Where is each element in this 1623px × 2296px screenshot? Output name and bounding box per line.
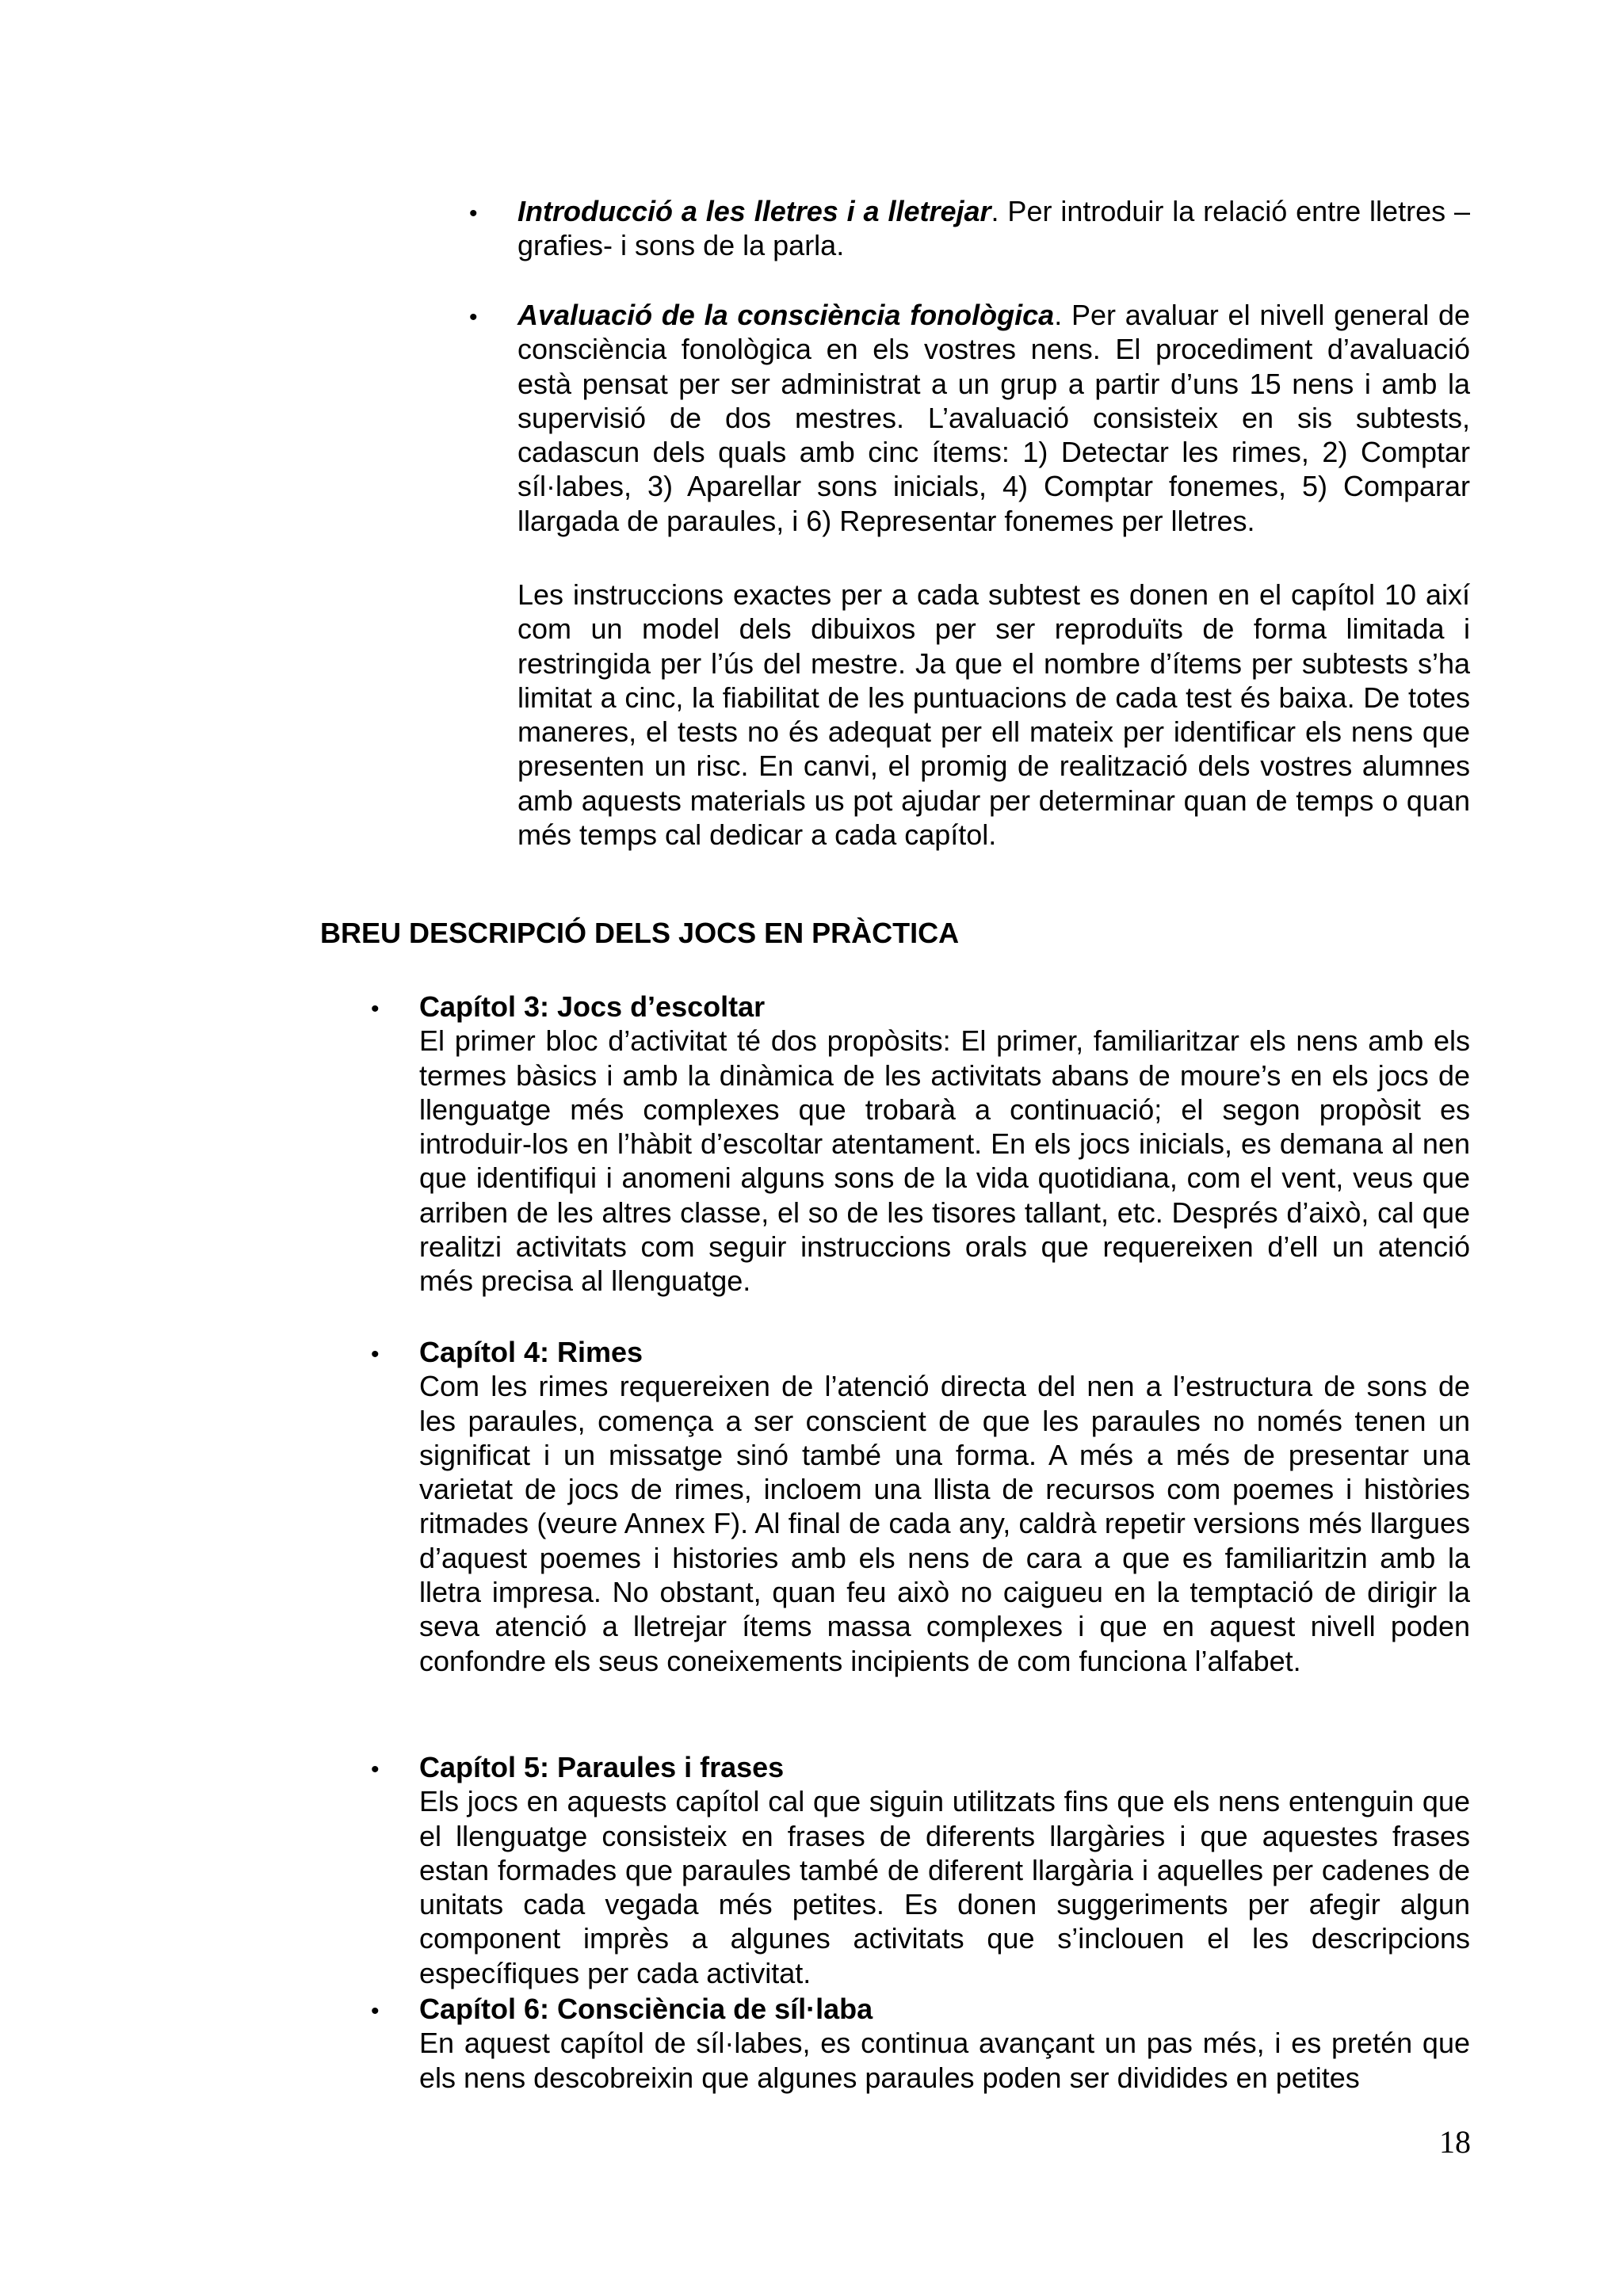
assessment-instructions-paragraph [517,578,1470,852]
chapter-item-words-sentences [419,1750,1470,1990]
chapter-item-listening [419,990,1470,1299]
chapter-text: Com les rimes requereixen de l’atenció directa del nen a l’estructura de sons de les paraules, comença a ser conscient de que les paraules no només tenen un significat i un missatge sinó també una forma. A més a més de presentar una varietat de jocs de rimes, incloem una llista de recursos com poemes i històries ritmades (veure Annex F). Al final de cada any, caldrà repetir versions més llargues d’aquest poemes i histories amb els nens de cara a que es familiaritzin amb la lletra impresa. No obstant, quan feu això no caigueu en la temptació de dirigir la seva atenció a lletrejar ítems massa complexes i que en aquest nivell poden confondre els seus coneixements incipients de com funciona l’alfabet. [419,1370,1470,1677]
intro-item-extra-paragraph: Les instruccions exactes per a cada subtest es donen en el capítol 10 així com un model dels dibuixos per ser reproduïts de forma limitada i restringida per l’ús del mestre. Ja que el nombre d’ítems per subtests s’ha limitat a cinc, la fiabilitat de les puntuacions de cada test és baixa. De totes maneres, el tests no és adequat per ell mateix per identificar els nens que presenten un risc. En canvi, el promig de realització dels vostres alumnes amb aquests materials us pot ajudar per determinar quan de temps o quan més temps cal dedicar a cada capítol. [517,578,1470,852]
chapter-item-rhymes [419,1335,1470,1678]
chapter-title: Capítol 3: Jocs d’escoltar [419,990,766,1023]
bullet-icon: • [371,1756,380,1783]
intro-item-letters [517,194,1470,263]
chapter-title: Capítol 4: Rimes [419,1336,643,1368]
intro-item-title: Avaluació de la consciència fonològica [517,299,1055,331]
bullet-icon: • [371,1341,380,1367]
intro-item-title: Introducció a les lletres i a lletrejar [517,195,991,227]
chapter-text: En aquest capítol de síl·labes, es continua avançant un pas més, i es pretén que els nens descobreixin que algunes paraules poden ser dividides en petites [419,2027,1470,2094]
intro-item-assessment [517,298,1470,538]
page-number: 18 [1439,2124,1471,2160]
intro-item-text: . Per introduir la relació entre lletres –grafies- i sons de la parla. [517,195,1470,262]
section-heading: BREU DESCRIPCIÓ DELS JOCS EN PRÀCTICA [320,917,960,949]
bullet-icon: • [371,996,380,1022]
intro-item-paragraph [517,194,1470,263]
chapter-text: El primer bloc d’activitat té dos propòsits: El primer, familiaritzar els nens amb els termes bàsics i amb la dinàmica de les activitats abans de moure’s en els jocs de llenguatge més complexes que trobarà a continuació; el segon propòsit es introduir-los en l’hàbit d’escoltar atentament. En els jocs inicials, es demana al nen que identifiqui i anomeni alguns sons de la vida quotidiana, com el vent, veus que arriben de les altres classe, el so de les tisores tallant, etc. Després d’això, cal que realitzi activitats com seguir instruccions orals que requereixen d’ell un atenció més precisa al llenguatge. [419,1024,1470,1298]
chapter-item-syllable-awareness [419,1992,1470,2095]
chapter-text: Els jocs en aquests capítol cal que siguin utilitzats fins que els nens entenguin que el llenguatge consisteix en frases de diferents llargàries i que aquestes frases estan formades que paraules també de diferent llargària i aquelles per cadenes de unitats cada vegada més petites. Es donen suggeriments per afegir algun component imprès a algunes activitats que s’inclouen el les descripcions específiques per cada activitat. [419,1785,1470,1989]
intro-item-paragraph [517,298,1470,538]
chapter-title: Capítol 5: Paraules i frases [419,1751,785,1783]
chapter-title: Capítol 6: Consciència de síl·laba [419,1993,873,2025]
intro-item-text: . Per avaluar el nivell general de consciència fonològica en els vostres nens. El procediment d’avaluació està pensat per ser administrat a un grup a partir d’uns 15 nens i amb la supervisió de dos mestres. L’avaluació consisteix en sis subtests, cadascun dels quals amb cinc ítems: 1) Detectar les rimes, 2) Comptar síl·labes, 3) Aparellar sons inicials, 4) Comptar fonemes, 5) Comparar llargada de paraules, i 6) Representar fonemes per lletres. [517,299,1470,537]
bullet-icon: • [469,304,478,330]
bullet-icon: • [371,1998,380,2024]
bullet-icon: • [469,200,478,227]
